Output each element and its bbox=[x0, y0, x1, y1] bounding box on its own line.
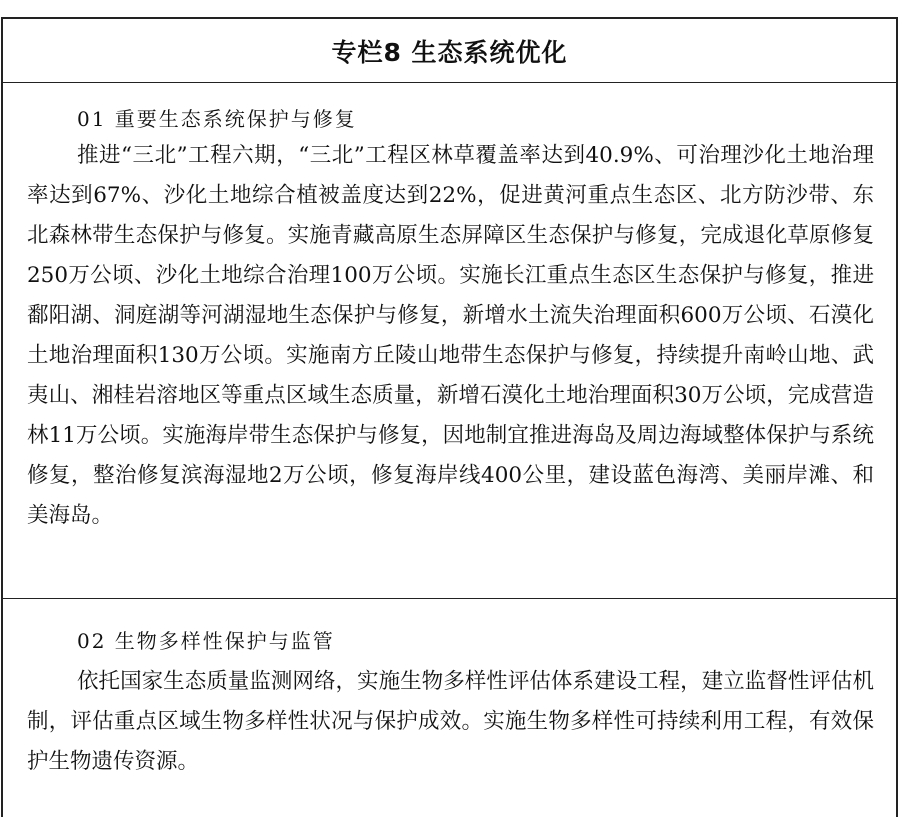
section-heading: 02 生物多样性保护与监管 bbox=[77, 629, 335, 653]
section-body: 推进“三北”工程六期，“三北”工程区林草覆盖率达到40.9%、可治理沙化土地治理率达到67%、沙化土地综合植被盖度达到22%，促进黄河重点生态区、北方防沙带、东北森林带生态保护与修复。实施青藏高原生态屏障区生态保护与修复，完成退化草原修复250万公顷、沙化土地综合治理100万公顷。实施长江重点生态区生态保护与修复，推进鄱阳湖、洞庭湖等河湖湿地生态保护与修复，新增水土流失治理面积600万公顷、石漠化土地治理面积130万公顷。实施南方丘陵山地带生态保护与修复，持续提升南岭山地、武夷山、湘桂岩溶地区等重点区域生态质量，新增石漠化土地治理面积30万公顷，完成营造林11万公顷。实施海岸带生态保护与修复，因地制宜推进海岛及周边海域整体保护与系统修复，整治修复滨海湿地2万公顷，修复海岸线400公里，建设蓝色海湾、美丽岸滩、和美海岛。 bbox=[27, 143, 874, 528]
section-biodiversity bbox=[3, 599, 896, 782]
section-body: 依托国家生态质量监测网络，实施生物多样性评估体系建设工程，建立监督性评估机制，评估重点区域生物多样性状况与保护成效。实施生物多样性可持续利用工程，有效保护生物遗传资源。 bbox=[27, 669, 874, 774]
column-box bbox=[1, 17, 898, 817]
column-title: 专栏8 生态系统优化 bbox=[3, 19, 896, 83]
section-ecosystem-restoration bbox=[3, 83, 896, 599]
section-heading: 01 重要生态系统保护与修复 bbox=[77, 107, 357, 131]
